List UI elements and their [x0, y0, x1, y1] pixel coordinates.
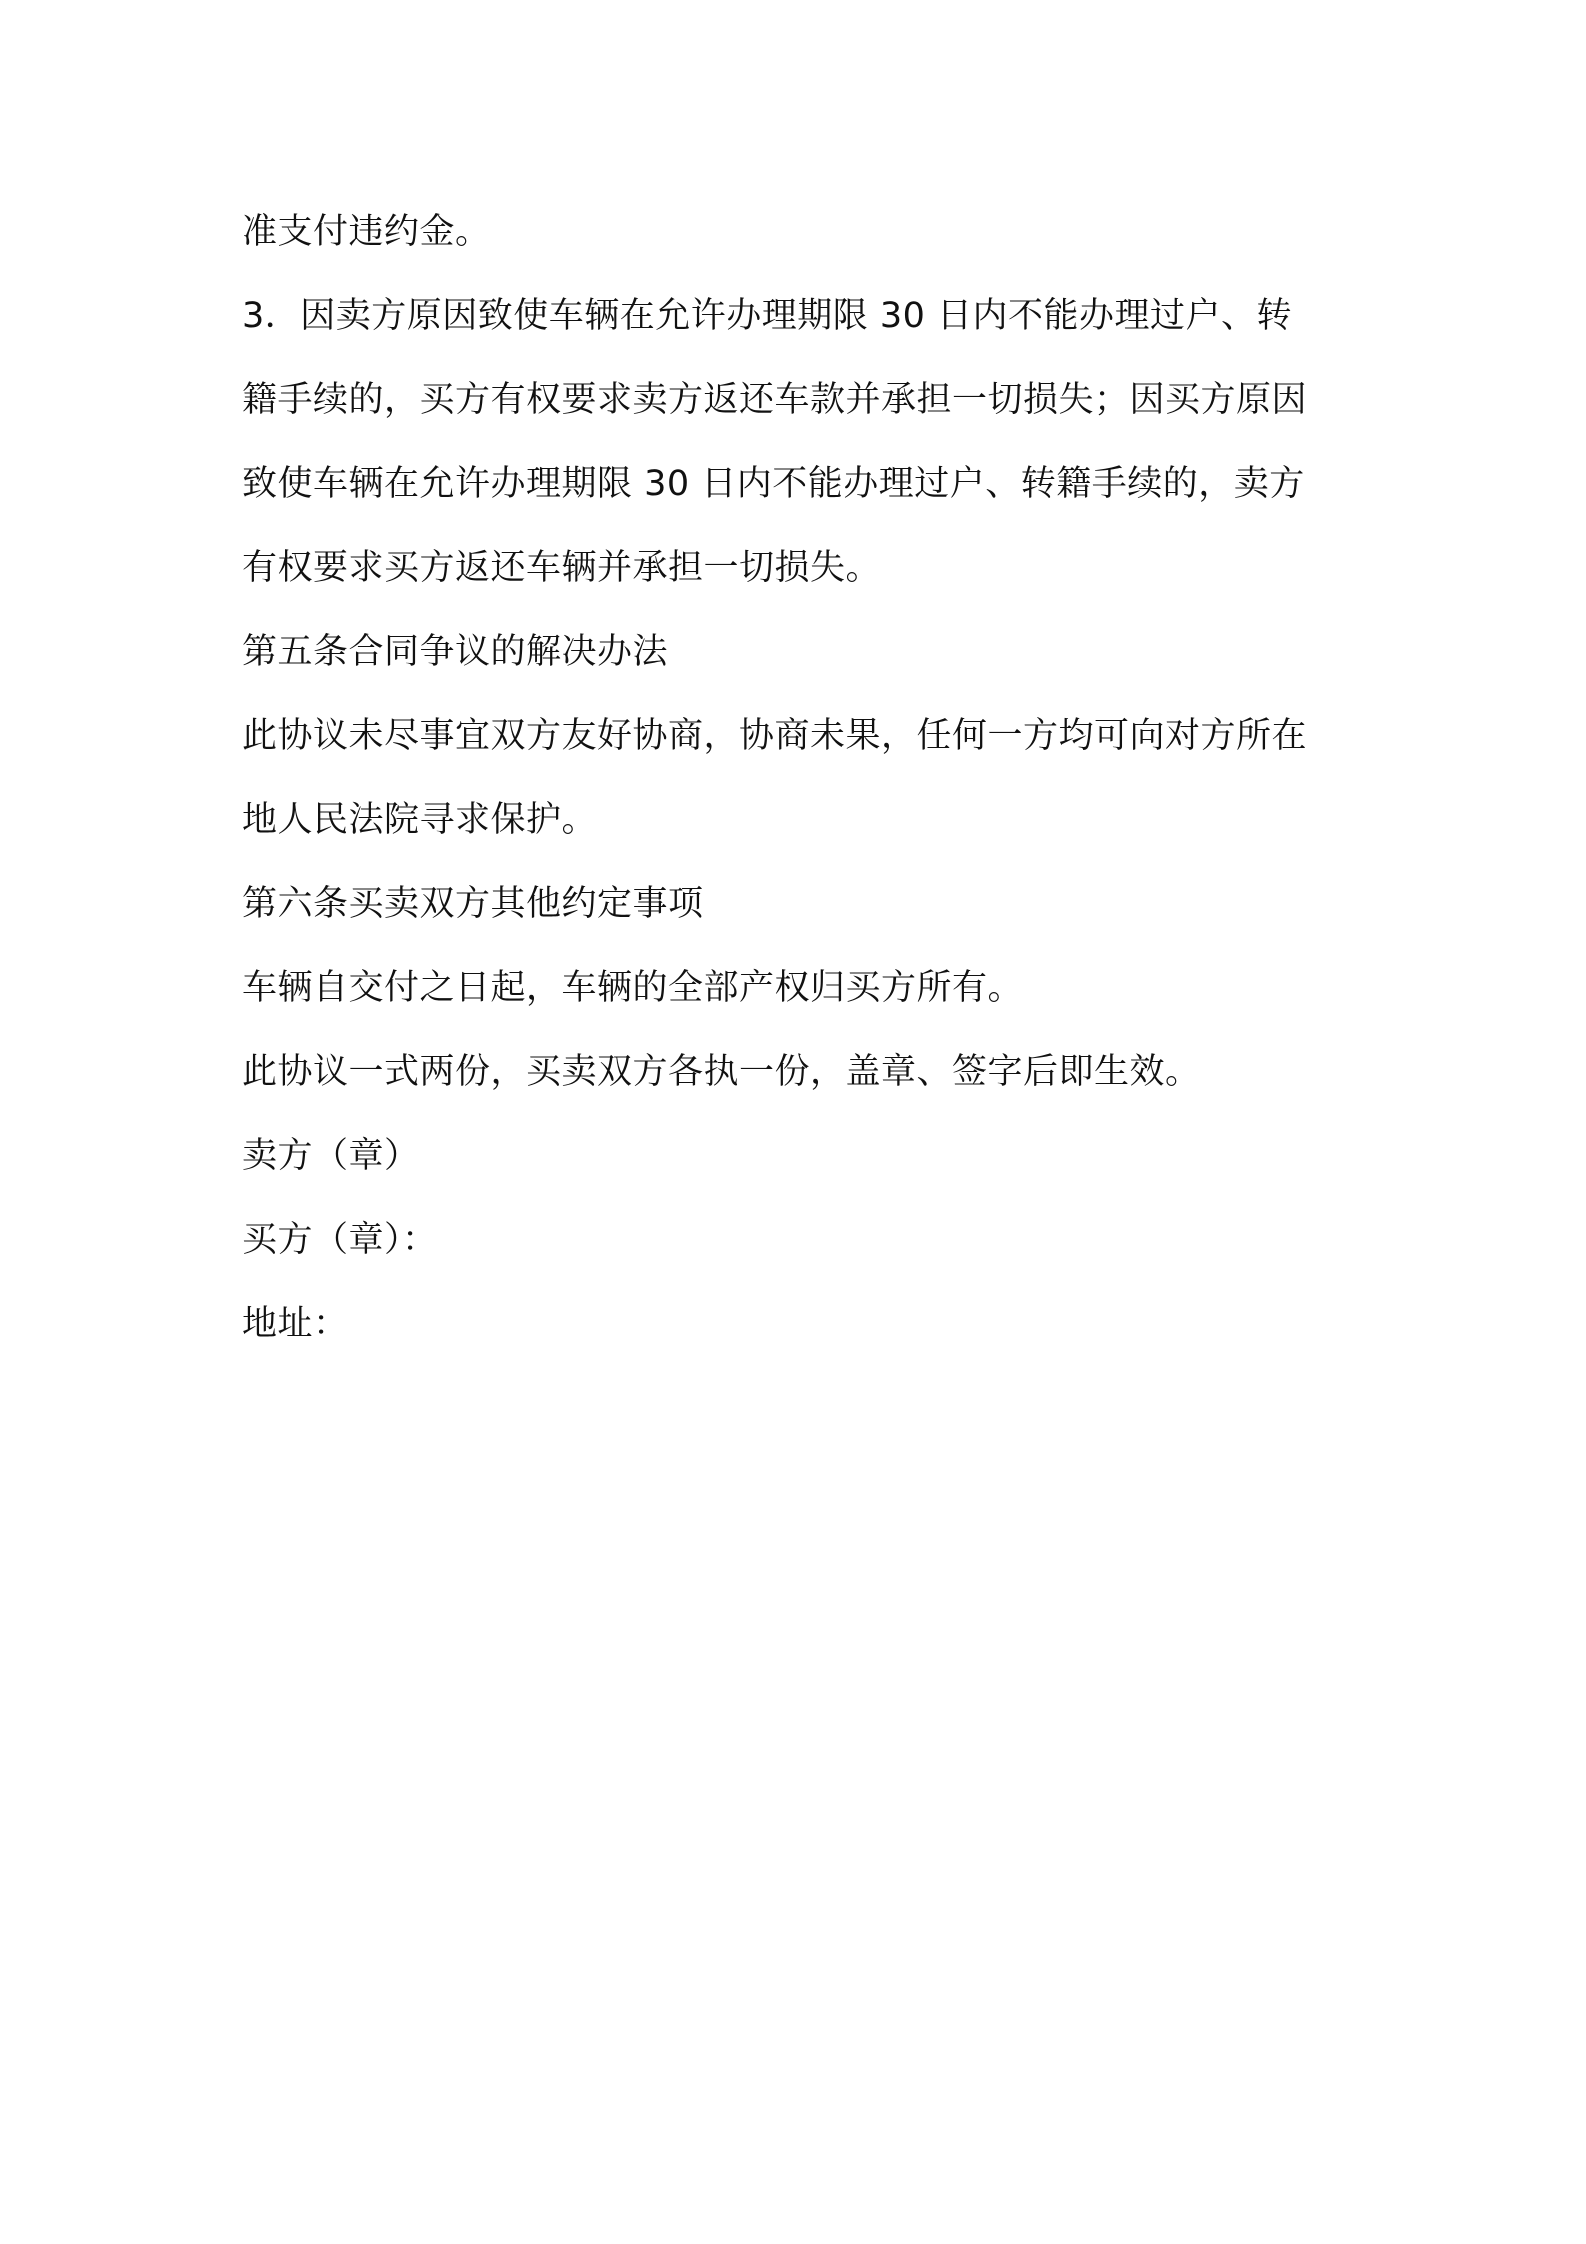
document-body — [242, 190, 1354, 1366]
text-line-3: 籍手续的，买方有权要求卖方返还车款并承担一切损失；因买方原因 — [242, 380, 1308, 420]
text-line-10: 车辆自交付之日起，车辆的全部产权归买方所有。 — [242, 968, 1024, 1008]
section-heading-5: 第五条合同争议的解决办法 — [242, 632, 669, 672]
text-line-11: 此协议一式两份，买卖双方各执一份，盖章、签字后即生效。 — [242, 1052, 1201, 1092]
text-line-1: 准支付违约金。 — [242, 212, 491, 252]
address-label: 地址： — [242, 1304, 349, 1344]
text-line-8: 地人民法院寻求保护。 — [242, 800, 598, 840]
text-line-7: 此协议未尽事宜双方友好协商，协商未果，任何一方均可向对方所在 — [242, 716, 1308, 756]
buyer-seal-label: 买方（章）： — [242, 1220, 438, 1260]
text-line-5: 有权要求买方返还车辆并承担一切损失。 — [242, 548, 882, 588]
text-line-4: 致使车辆在允许办理期限 30 日内不能办理过户、转籍手续的，卖方 — [242, 464, 1305, 504]
seller-seal-label: 卖方（章） — [242, 1136, 420, 1176]
text-line-2: 3．因卖方原因致使车辆在允许办理期限 30 日内不能办理过户、转 — [242, 296, 1293, 336]
section-heading-6: 第六条买卖双方其他约定事项 — [242, 884, 704, 924]
